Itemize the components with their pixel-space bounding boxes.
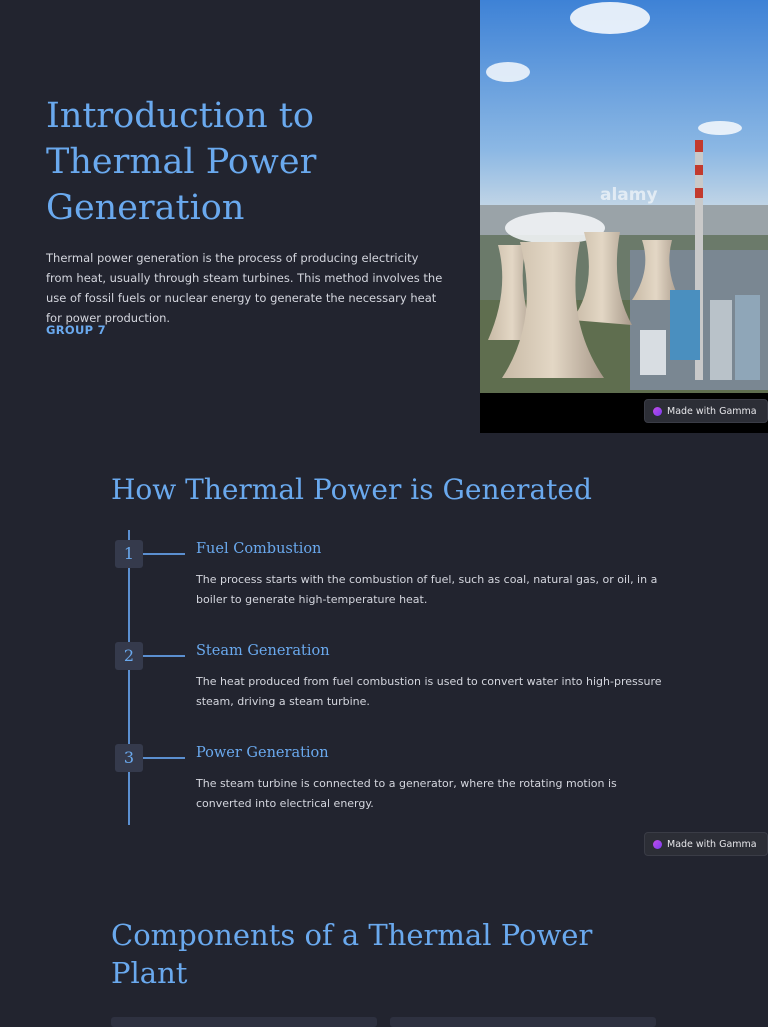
timeline-line [128, 530, 130, 825]
step-description: The heat produced from fuel combustion is used to convert water into high-pressure steam, driving a steam turbine. [196, 675, 662, 708]
component-card [111, 1017, 377, 1027]
step-description: The steam turbine is connected to a generator, where the rotating motion is converted into electrical energy. [196, 777, 617, 810]
made-with-gamma-badge[interactable] [644, 399, 768, 423]
step-number: 1 [115, 540, 143, 568]
step-title: Fuel Combustion [196, 541, 322, 557]
svg-text:alamy: alamy [600, 185, 658, 205]
step-number: 3 [115, 744, 143, 772]
power-plant-photo [480, 0, 768, 433]
slide-title: Introduction to Thermal Power Generation [46, 96, 317, 228]
slide-title: How Thermal Power is Generated [111, 473, 592, 506]
component-card [390, 1017, 656, 1027]
slide-intro [0, 0, 768, 433]
step-connector [143, 655, 185, 657]
intro-paragraph: Thermal power generation is the process of producing electricity from heat, usually through steam turbines. This method involves the use of fossil fuels or nuclear energy to generate the necessary heat for power production. [46, 251, 443, 325]
step-connector [143, 757, 185, 759]
step-title: Power Generation [196, 745, 329, 761]
gamma-logo-icon [653, 407, 662, 416]
badge-label: Made with Gamma [667, 405, 757, 417]
step-number: 2 [115, 642, 143, 670]
step-title: Steam Generation [196, 643, 330, 659]
slide-title: Components of a Thermal Power Plant [111, 918, 593, 990]
badge-label: Made with Gamma [667, 838, 757, 850]
gamma-logo-icon [653, 840, 662, 849]
made-with-gamma-badge[interactable] [644, 832, 768, 856]
step-description: The process starts with the combustion of fuel, such as coal, natural gas, or oil, in a boiler to generate high-temperature heat. [196, 573, 658, 606]
step-connector [143, 553, 185, 555]
group-label: GROUP 7 [46, 323, 106, 337]
